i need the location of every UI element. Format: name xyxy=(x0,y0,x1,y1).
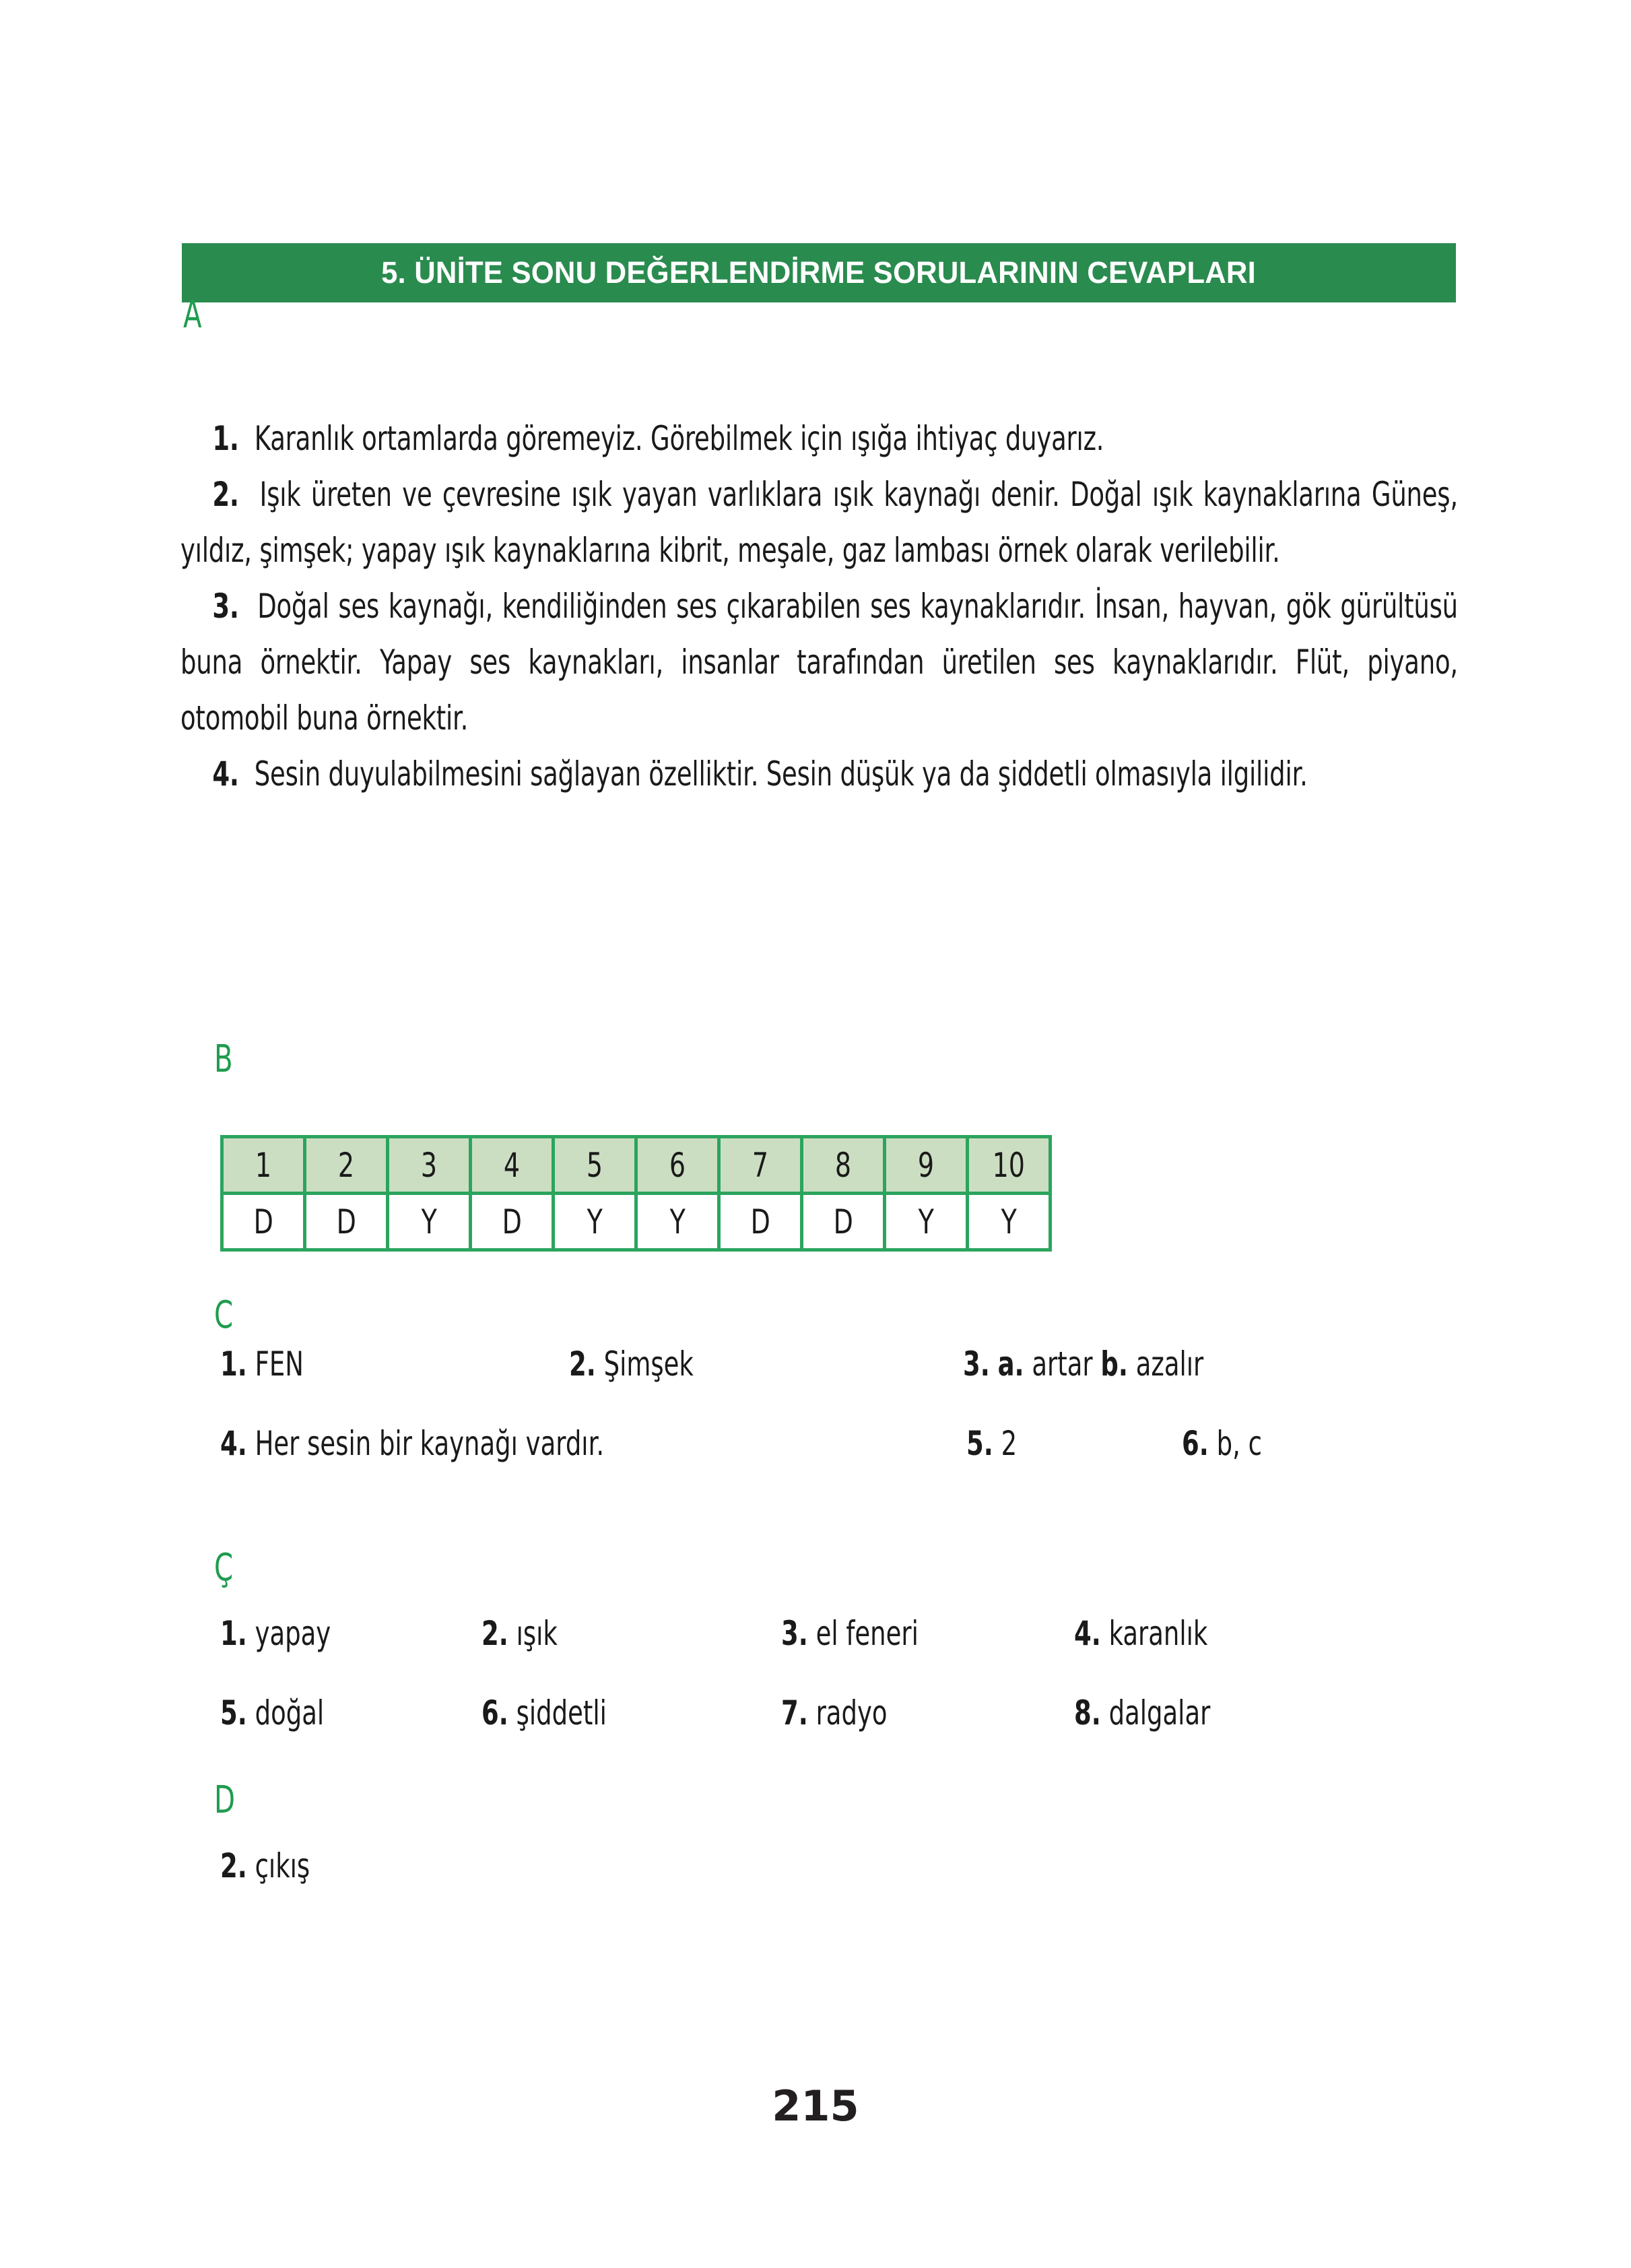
table-cell-qnum: 8 xyxy=(802,1137,885,1194)
answer-paragraph-a2 xyxy=(180,467,1458,579)
table-cell-answer: Y xyxy=(554,1194,636,1250)
table-cell-qnum: 6 xyxy=(636,1137,719,1194)
answer-key-table xyxy=(220,1135,1052,1252)
table-cell-answer: D xyxy=(305,1194,388,1250)
answer-cc-2: 2. ışık xyxy=(481,1614,558,1653)
answer-number-a1: 1. xyxy=(212,419,239,458)
table-cell-qnum: 7 xyxy=(719,1137,802,1194)
answer-c-5: 5. 2 xyxy=(966,1424,1018,1463)
answer-d-2: 2. çıkış xyxy=(220,1846,310,1885)
table-cell-answer: D xyxy=(719,1194,802,1250)
section-letter-d: D xyxy=(214,1778,236,1822)
table-cell-qnum: 3 xyxy=(388,1137,471,1194)
table-row-question-numbers xyxy=(222,1137,1051,1194)
answer-cc-3: 3. el feneri xyxy=(781,1614,919,1653)
section-letter-c-cedilla: Ç xyxy=(214,1546,234,1590)
table-cell-qnum: 4 xyxy=(471,1137,554,1194)
answer-paragraph-a3 xyxy=(180,579,1458,746)
answer-number-a3: 3. xyxy=(212,587,239,626)
answer-cc-8: 8. dalgalar xyxy=(1074,1693,1211,1732)
answer-c-3: 3. a. artar b. azalır xyxy=(963,1344,1204,1384)
table-cell-answer: D xyxy=(222,1194,305,1250)
section-letter-a: A xyxy=(183,293,202,337)
answer-c-6: 6. b, c xyxy=(1182,1424,1262,1463)
table-cell-qnum: 2 xyxy=(305,1137,388,1194)
unit-header-banner xyxy=(182,243,1456,302)
table-cell-answer: D xyxy=(471,1194,554,1250)
answer-c-2: 2. Şimşek xyxy=(569,1344,694,1384)
section-letter-b: B xyxy=(214,1037,233,1081)
table-cell-qnum: 1 xyxy=(222,1137,305,1194)
answer-c-4: 4. Her sesin bir kaynağı vardır. xyxy=(220,1424,605,1463)
table-cell-answer: Y xyxy=(636,1194,719,1250)
page-number: 215 xyxy=(772,2081,859,2131)
table-cell-answer: Y xyxy=(968,1194,1051,1250)
table-cell-answer: D xyxy=(802,1194,885,1250)
answer-number-a4: 4. xyxy=(212,754,239,793)
answer-c-1: 1. FEN xyxy=(220,1344,304,1384)
answer-cc-6: 6. şiddetli xyxy=(481,1693,607,1732)
section-a-answers xyxy=(180,411,1457,802)
page-title: 5. ÜNİTE SONU DEĞERLENDİRME SORULARININ CEVAPLARI xyxy=(381,255,1257,290)
answer-number-a2: 2. xyxy=(212,475,239,514)
table-cell-answer: Y xyxy=(885,1194,968,1250)
answer-text-a2: Işık üreten ve çevresine ışık yayan varlıklara ışık kaynağı denir. Doğal ışık kaynaklarına Güneş, yıldız, şimşek; yapay ışık kaynaklarına kibrit, meşale, gaz lambası örnek olarak verilebilir. xyxy=(180,475,1458,570)
answer-paragraph-a4 xyxy=(180,746,1458,802)
answer-paragraph-a1 xyxy=(180,411,1458,467)
table-cell-qnum: 9 xyxy=(885,1137,968,1194)
table-cell-qnum: 5 xyxy=(554,1137,636,1194)
section-letter-c: C xyxy=(214,1293,234,1337)
answer-cc-1: 1. yapay xyxy=(220,1614,331,1653)
answer-cc-4: 4. karanlık xyxy=(1074,1614,1208,1653)
answer-text-a3: Doğal ses kaynağı, kendiliğinden ses çıkarabilen ses kaynaklarıdır. İnsan, hayvan, gök gürültüsü buna örnektir. Yapay ses kaynakları, insanlar tarafından üretilen ses kaynaklarıdır. Flüt, piyano, otomobil buna örnektir. xyxy=(180,587,1458,738)
table-row-answers xyxy=(222,1194,1051,1250)
answer-text-a4: Sesin duyulabilmesini sağlayan özelliktir. Sesin düşük ya da şiddetli olmasıyla ilgilidir. xyxy=(254,754,1308,793)
answer-text-a1: Karanlık ortamlarda göremeyiz. Görebilmek için ışığa ihtiyaç duyarız. xyxy=(254,419,1104,458)
table-cell-answer: Y xyxy=(388,1194,471,1250)
answer-cc-7: 7. radyo xyxy=(781,1693,888,1732)
answer-cc-5: 5. doğal xyxy=(220,1693,325,1732)
table-cell-qnum: 10 xyxy=(968,1137,1051,1194)
